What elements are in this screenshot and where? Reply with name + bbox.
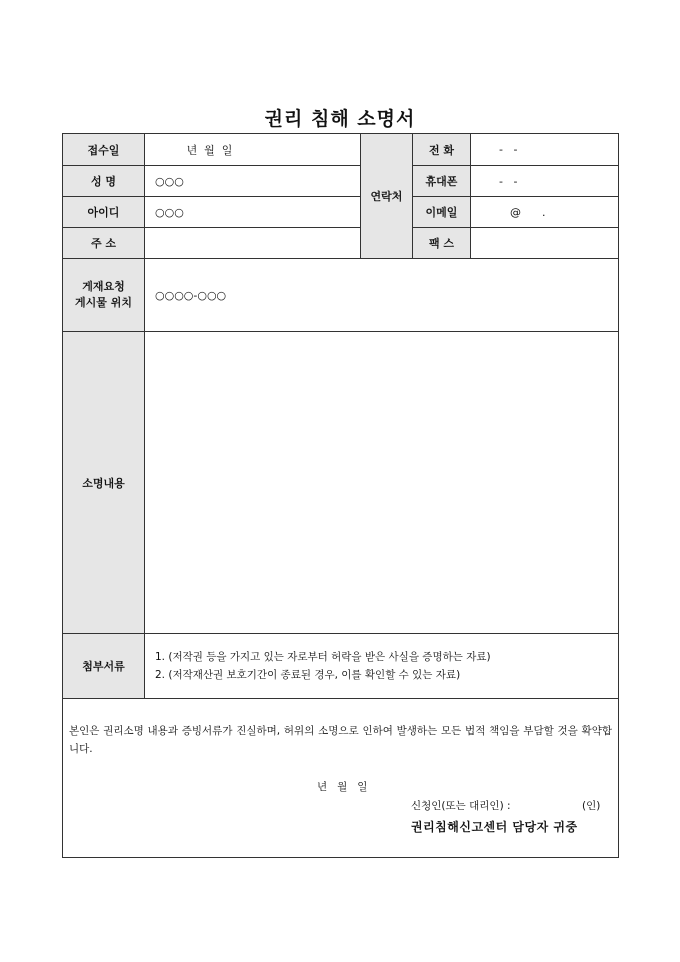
user-id-field[interactable]: ○○○ [155,205,184,219]
fax-label: 팩 스 [413,228,470,258]
attachment-item: 1. (저작권 등을 가지고 있는 자로부터 허락을 받은 사실을 증명하는 자료) [155,651,491,663]
attachments-label: 첨부서류 [63,634,144,698]
address-label: 주 소 [63,228,144,258]
post-location-label-line1: 게재요청 [82,280,125,293]
seal-mark: (인) [582,800,601,812]
mobile-label: 휴대폰 [413,166,470,196]
attachment-item: 2. (저작재산권 보호기간이 종료된 경우, 이를 확인할 수 있는 자료) [155,669,461,681]
declaration-text: 본인은 권리소명 내용과 증빙서류가 진실하며, 허위의 소명으로 인하여 발생하는 모든 법적 책임을 부담할 것을 확약합니다. [69,725,612,755]
column-divider [470,134,471,258]
post-location-label-line2: 게시물 위치 [75,296,132,309]
phone-label: 전 화 [413,134,470,165]
recipient-line: 권리침해신고센터 담당자 귀중 [411,820,578,834]
row-divider [63,633,618,634]
receipt-date-field[interactable]: 년 월 일 [186,143,233,157]
user-id-label: 아이디 [63,197,144,227]
claim-form-table [62,133,619,858]
signature-date[interactable]: 년 월 일 [317,781,368,793]
mobile-field[interactable]: - - [499,174,518,188]
email-field[interactable]: @ . [510,205,546,219]
document-title: 권리 침해 소명서 [264,108,416,130]
receipt-date-label: 접수일 [63,134,144,165]
explanation-field[interactable] [145,332,618,633]
contact-label: 연락처 [361,134,412,258]
post-location-field[interactable]: ○○○○-○○○ [155,288,227,302]
email-label: 이메일 [413,197,470,227]
name-field[interactable]: ○○○ [155,174,184,188]
post-location-label [63,259,144,331]
phone-field[interactable]: - - [499,143,518,156]
explanation-label: 소명내용 [63,332,144,633]
address-field[interactable] [155,228,355,258]
name-label: 성 명 [63,166,144,196]
applicant-label: 신청인(또는 대리인) : [411,800,511,812]
fax-field[interactable] [499,228,609,258]
row-divider [63,698,618,699]
attachments-list [155,648,491,684]
